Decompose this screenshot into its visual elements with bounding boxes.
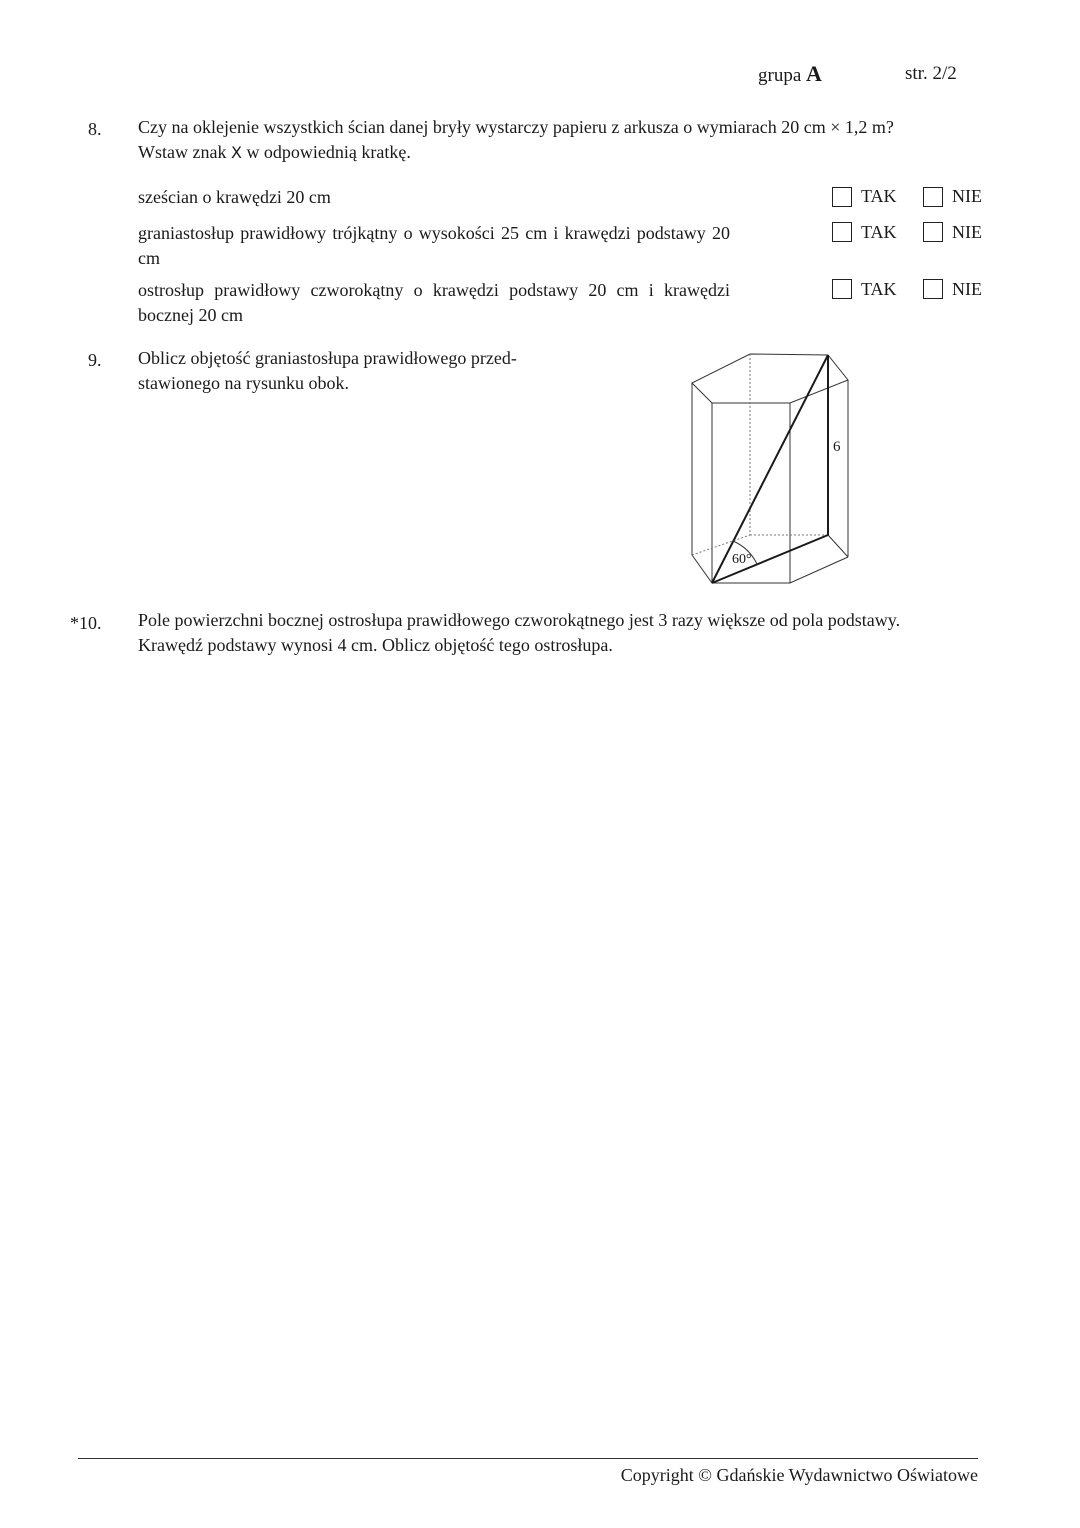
question-10-text [138, 608, 998, 658]
x-mark-symbol: X [230, 143, 242, 162]
q8-item-2-yes-checkbox[interactable] [832, 222, 852, 242]
group-label-text: grupa [758, 65, 802, 86]
question-9-text-line2: stawionego na rysunku obok. [138, 373, 349, 393]
hexagonal-prism-figure [680, 345, 860, 590]
question-10-number: *10. [70, 613, 102, 633]
prism-base-diagonal [712, 535, 828, 583]
question-8-text-line2 [138, 140, 998, 165]
footer-copyright: Copyright © Gdańskie Wydawnictwo Oświatowe [620, 1465, 978, 1485]
q8-item-3-no-checkbox[interactable] [923, 279, 943, 299]
q8-item-3-text: ostrosłup prawidłowy czworokątny o krawędzi podstawy 20 cm i krawędzi bocznej 20 cm [138, 280, 730, 325]
q8-item-1-no-label: NIE [952, 186, 982, 206]
footer-divider [78, 1458, 978, 1459]
question-10-text-line1: Pole powierzchni bocznej ostrosłupa prawidłowego czworokątnego jest 3 razy większe od pola podstawy. [138, 610, 901, 630]
q8-item-1-yes-checkbox[interactable] [832, 187, 852, 207]
question-9-text [138, 346, 578, 396]
prism-bottom-right-edge [828, 535, 848, 557]
question-10-text-line2: Krawędź podstawy wynosi 4 cm. Oblicz objętość tego ostrosłupa. [138, 635, 613, 655]
q8-item-1-yes-label: TAK [861, 186, 897, 206]
q8-item-2-no-label: NIE [952, 222, 982, 242]
question-8-instruction-end: w odpowiednią kratkę. [241, 142, 411, 162]
question-8-instruction: Wstaw znak [138, 142, 231, 162]
group-letter: A [806, 61, 822, 86]
q8-item-1-text: sześcian o krawędzi 20 cm [138, 187, 331, 207]
q8-item-3-yes-checkbox[interactable] [832, 279, 852, 299]
prism-long-diagonal [712, 355, 828, 583]
question-8-text-line1: Czy na oklejenie wszystkich ścian danej bryły wystarczy papieru z arkusza o wymiarach 20 cm × 1,2 m? [138, 117, 894, 137]
q8-item-2-yes-label: TAK [861, 222, 897, 242]
question-8-number: 8. [88, 119, 102, 139]
q8-item-2-text: graniastosłup prawidłowy trójkątny o wysokości 25 cm i krawędzi podstawy 20 cm [138, 223, 730, 268]
question-9-text-line1: Oblicz objętość graniastosłupa prawidłowego przed- [138, 348, 517, 368]
edge-label-6: 6 [833, 439, 841, 455]
page-number: str. 2/2 [905, 63, 957, 84]
question-8-text [138, 115, 998, 165]
q8-item-1-no-checkbox[interactable] [923, 187, 943, 207]
q8-item-2-no-checkbox[interactable] [923, 222, 943, 242]
q8-item-3-yes-label: TAK [861, 279, 897, 299]
q8-item-3-no-label: NIE [952, 279, 982, 299]
angle-label-60: 60° [732, 552, 752, 567]
question-9-number: 9. [88, 350, 102, 370]
group-label [758, 61, 822, 87]
